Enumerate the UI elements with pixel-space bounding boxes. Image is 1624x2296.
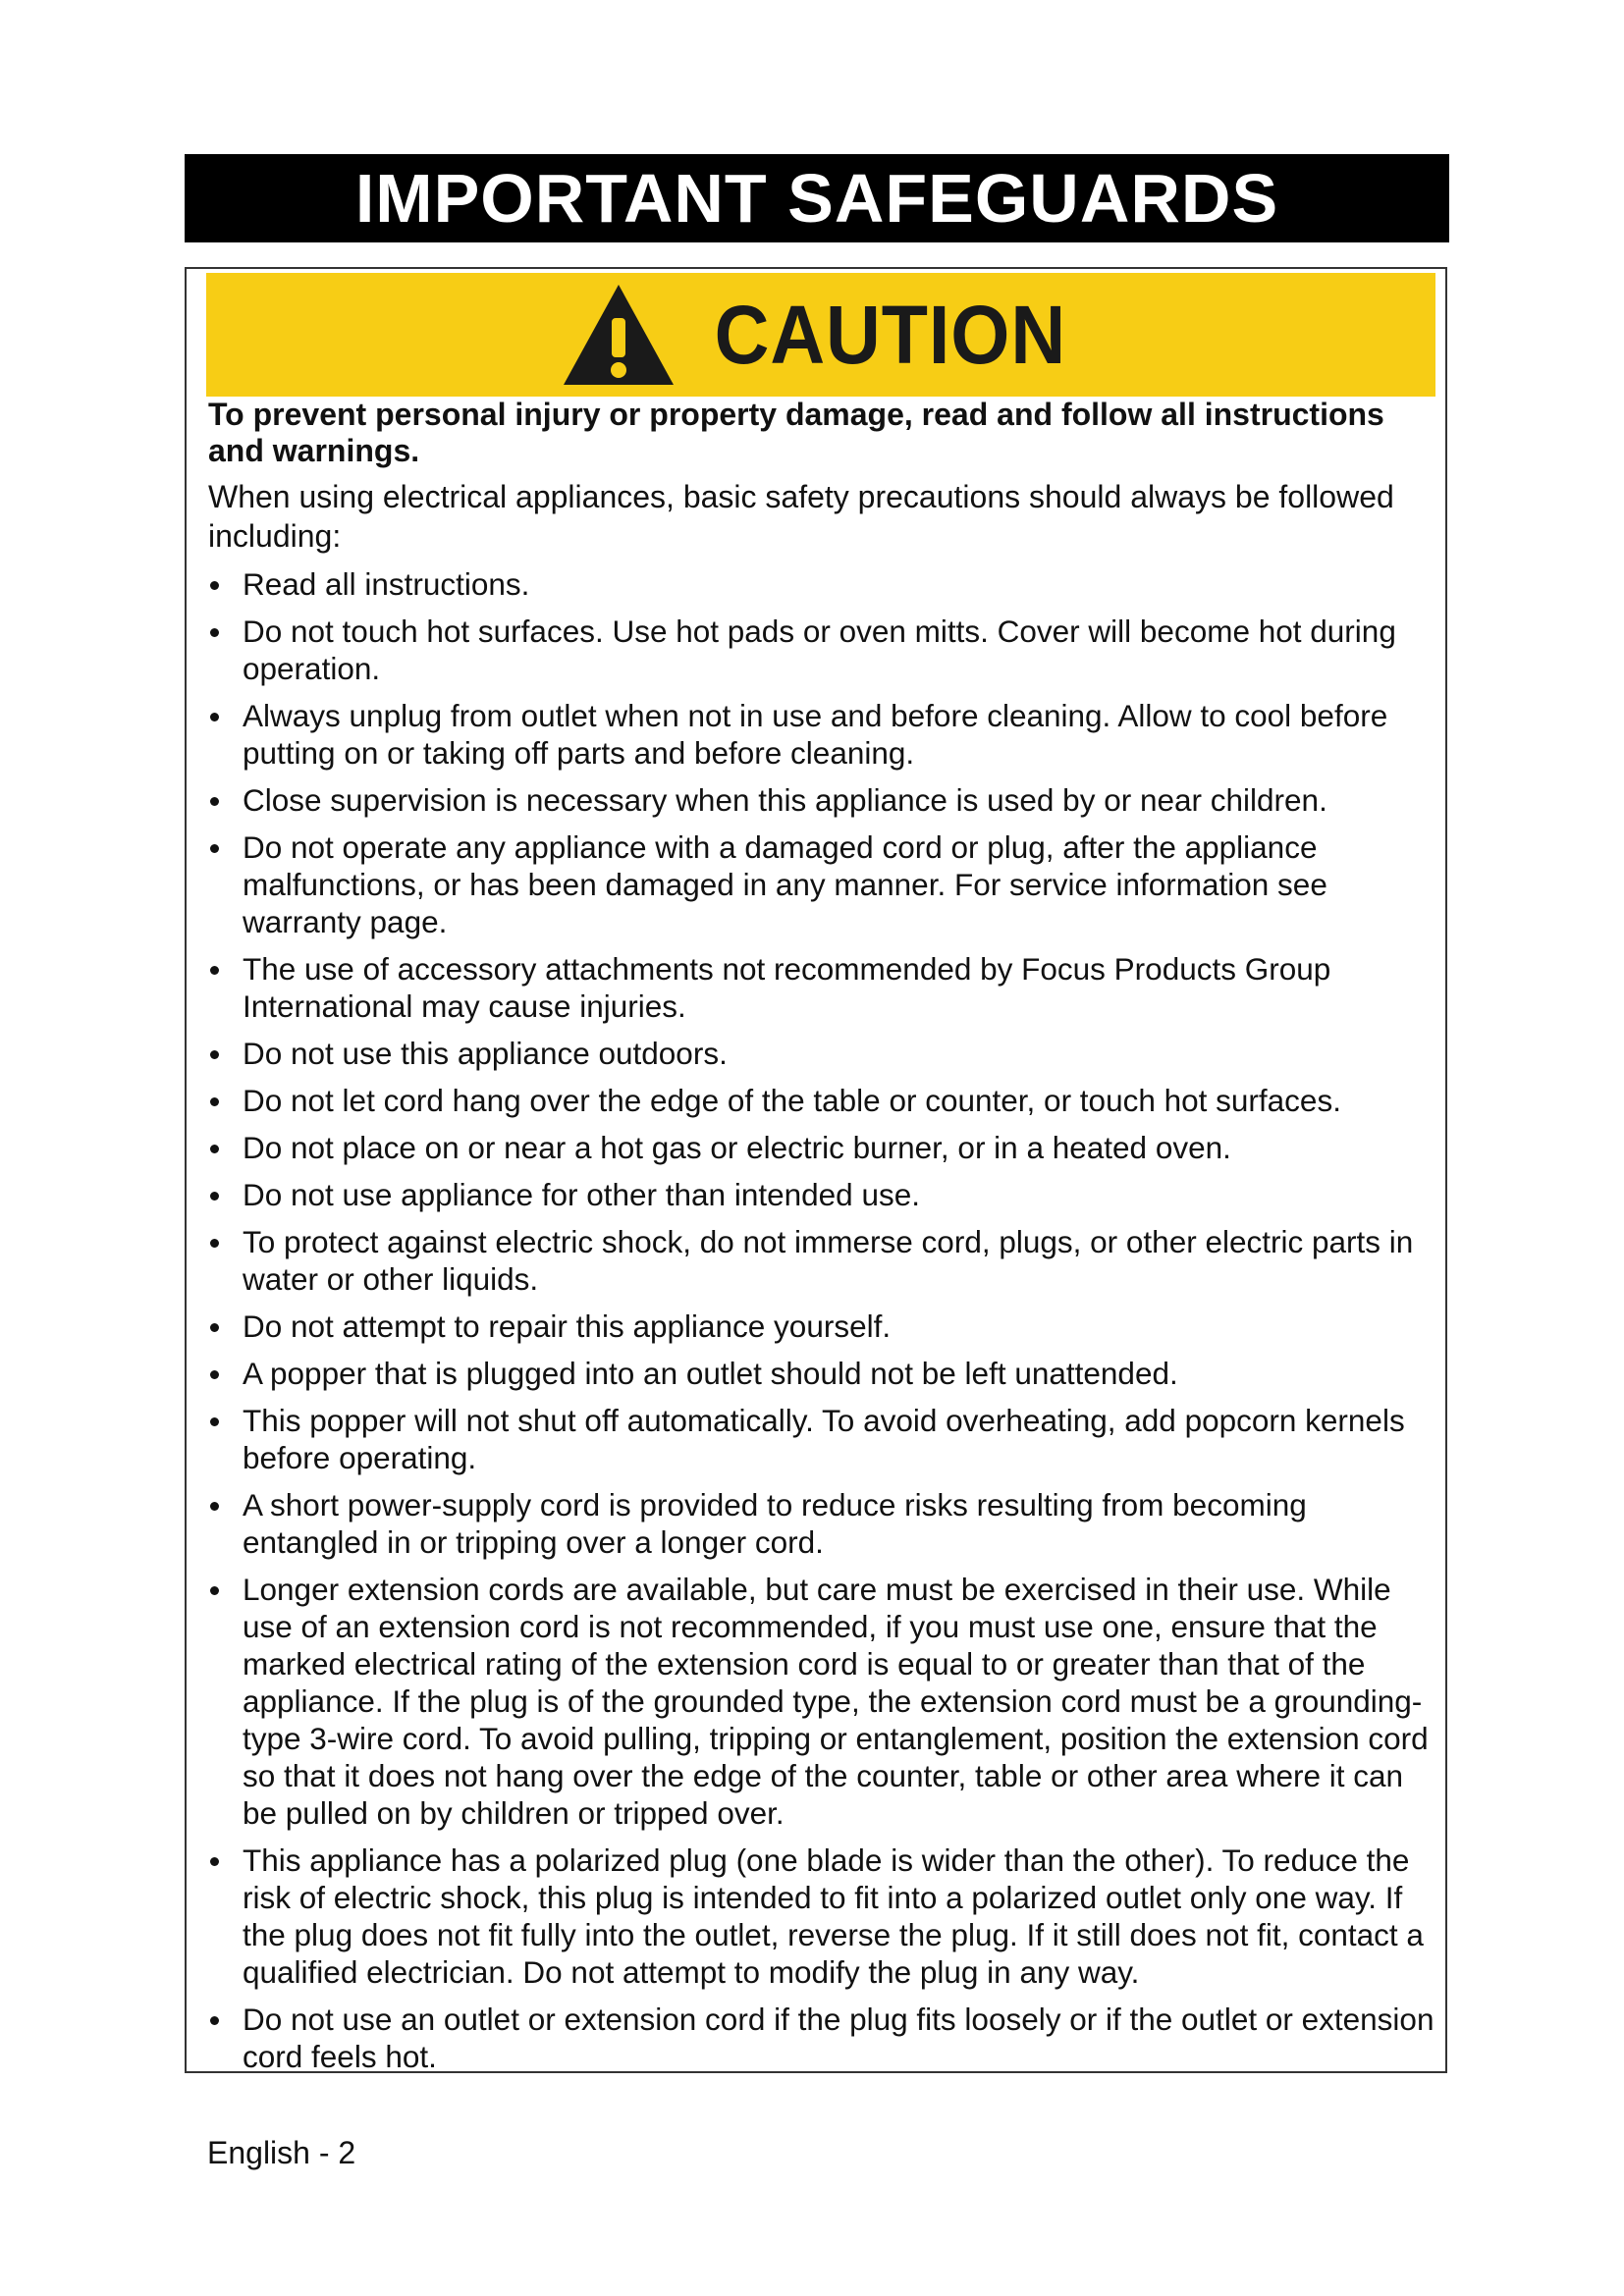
list-item: The use of accessory attachments not recommended by Focus Products Group International may cause injuries. (208, 950, 1435, 1025)
list-item: Do not attempt to repair this appliance yourself. (208, 1308, 1435, 1345)
safeguards-content (208, 397, 1435, 2085)
lead-warning: To prevent personal injury or property damage, read and follow all instructions and warnings. (208, 397, 1384, 468)
list-item: A short power-supply cord is provided to reduce risks resulting from becoming entangled in or tripping over a longer cord. (208, 1486, 1435, 1561)
caution-banner (206, 273, 1435, 397)
list-item: Do not let cord hang over the edge of the table or counter, or touch hot surfaces. (208, 1082, 1435, 1119)
safeguards-box (185, 267, 1447, 2073)
list-item: Close supervision is necessary when this appliance is used by or near children. (208, 781, 1435, 819)
list-item: This appliance has a polarized plug (one blade is wider than the other). To reduce the risk of electric shock, this plug is intended to fit into a polarized outlet only one way. If the plug does not fit fully into the outlet, reverse the plug. If it still does not fit, contact a qualified electrician. Do not attempt to modify the plug in any way. (208, 1842, 1435, 1991)
list-item: Do not touch hot surfaces. Use hot pads or oven mitts. Cover will become hot during operation. (208, 613, 1435, 687)
warning-triangle-icon (560, 281, 677, 389)
list-item: Always unplug from outlet when not in use and before cleaning. Allow to cool before putting on or taking off parts and before cleaning. (208, 697, 1435, 772)
list-item: Read all instructions. (208, 565, 1435, 603)
list-item: Longer extension cords are available, but care must be exercised in their use. While use of an extension cord is not recommended, if you must use one, ensure that the marked electrical rating of the extension cord is equal to or greater than that of the appliance. If the plug is of the grounded type, the extension cord must be a grounding-type 3-wire cord. To avoid pulling, tripping or entanglement, position the extension cord so that it does not hang over the edge of the counter, table or other area where it can be pulled on by children or tripped over. (208, 1571, 1435, 1832)
safeguard-list (208, 565, 1435, 2075)
page-title: IMPORTANT SAFEGUARDS (354, 160, 1279, 237)
list-item: Do not use appliance for other than intended use. (208, 1176, 1435, 1213)
header-bar (185, 154, 1449, 242)
list-item: Do not use this appliance outdoors. (208, 1035, 1435, 1072)
list-item: A popper that is plugged into an outlet should not be left unattended. (208, 1355, 1435, 1392)
list-item: Do not place on or near a hot gas or electric burner, or in a heated oven. (208, 1129, 1435, 1166)
list-item: To protect against electric shock, do not immerse cord, plugs, or other electric parts in water or other liquids. (208, 1223, 1435, 1298)
intro-text: When using electrical appliances, basic safety precautions should always be followed including: (208, 479, 1394, 554)
caution-label: CAUTION (714, 288, 1067, 381)
list-item: Do not operate any appliance with a damaged cord or plug, after the appliance malfunctions, or has been damaged in any manner. For service information see warranty page. (208, 828, 1435, 940)
list-item: Do not use an outlet or extension cord if the plug fits loosely or if the outlet or extension cord feels hot. (208, 2001, 1435, 2075)
list-item: This popper will not shut off automatically. To avoid overheating, add popcorn kernels before operating. (208, 1402, 1435, 1476)
page-footer: English - 2 (207, 2135, 356, 2170)
